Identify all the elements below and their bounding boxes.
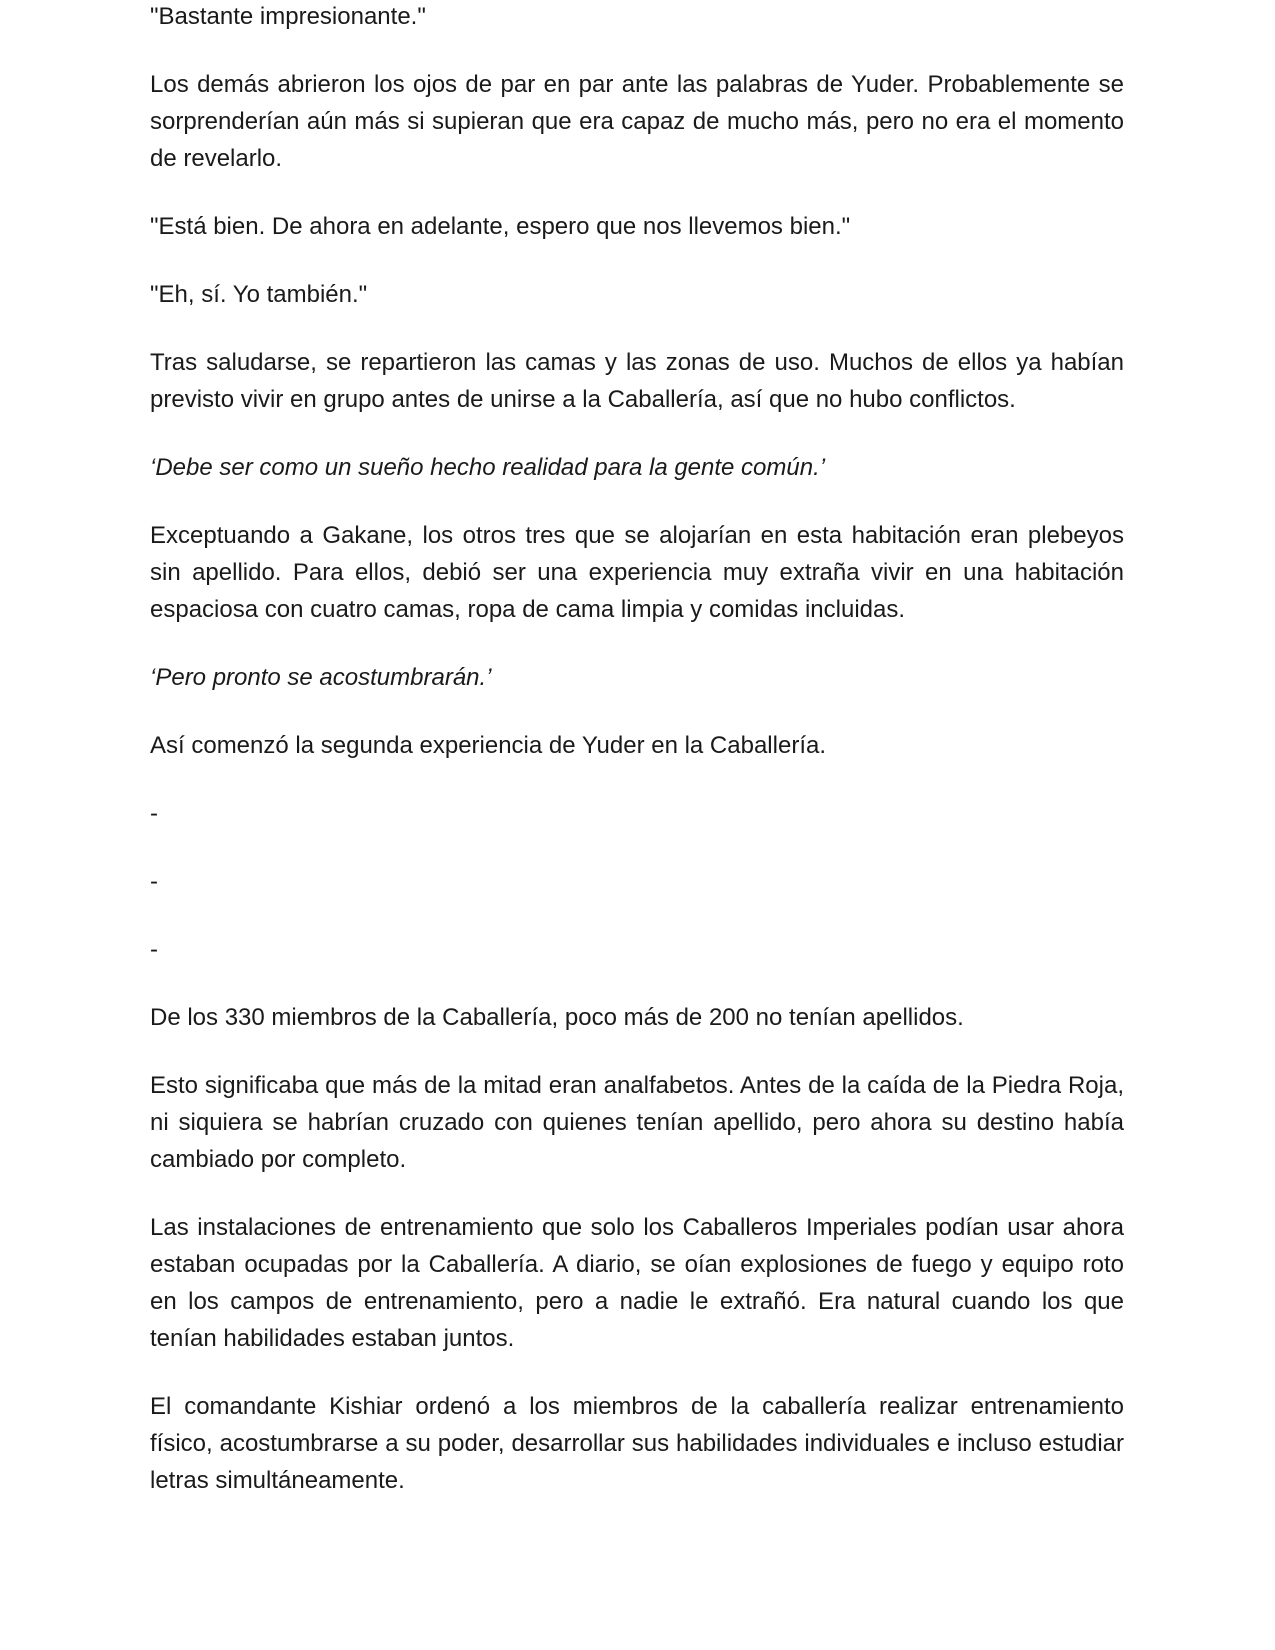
paragraph-narration-miembros: De los 330 miembros de la Caballería, poco más de 200 no tenían apellidos. bbox=[150, 1004, 964, 1031]
paragraph-thought-acostumbraran: ‘Pero pronto se acostumbrarán.’ bbox=[150, 664, 492, 691]
paragraph-narration-instalaciones: Las instalaciones de entrenamiento que solo los Caballeros Imperiales podían usar ahora estaban ocupadas por la Caballería. A diario, se oían explosiones de fuego y equipo roto en los campos de entrenamiento, pero a nadie le extrañó. Era natural cuando los que tenían habilidades estaban juntos. bbox=[150, 1214, 1124, 1352]
paragraph-narration-segunda-experiencia: Así comenzó la segunda experiencia de Yuder en la Caballería. bbox=[150, 732, 826, 759]
paragraph-narration-camas: Tras saludarse, se repartieron las camas y las zonas de uso. Muchos de ellos ya habían previsto vivir en grupo antes de unirse a la Caballería, así que no hubo conflictos. bbox=[150, 349, 1124, 413]
section-separator: - bbox=[150, 868, 158, 895]
section-separator: - bbox=[150, 936, 158, 963]
paragraph-dialogue-impresionante: "Bastante impresionante." bbox=[150, 3, 426, 30]
paragraph-narration-analfabetos: Esto significaba que más de la mitad eran analfabetos. Antes de la caída de la Piedra Roja, ni siquiera se habrían cruzado con quienes tenían apellido, pero ahora su destino había cambiado por completo. bbox=[150, 1072, 1124, 1173]
document-page bbox=[150, 0, 1124, 1530]
paragraph-narration-gakane: Exceptuando a Gakane, los otros tres que se alojarían en esta habitación eran plebeyos sin apellido. Para ellos, debió ser una experiencia muy extraña vivir en una habitación espaciosa con cuatro camas, ropa de cama limpia y comidas incluidas. bbox=[150, 522, 1124, 623]
paragraph-narration-kishiar: El comandante Kishiar ordenó a los miembros de la caballería realizar entrenamiento físico, acostumbrarse a su poder, desarrollar sus habilidades individuales e incluso estudiar letras simultáneamente. bbox=[150, 1393, 1124, 1494]
paragraph-dialogue-esta-bien: "Está bien. De ahora en adelante, espero que nos llevemos bien." bbox=[150, 213, 851, 240]
paragraph-thought-sueno: ‘Debe ser como un sueño hecho realidad para la gente común.’ bbox=[150, 454, 826, 481]
paragraph-dialogue-yo-tambien: "Eh, sí. Yo también." bbox=[150, 281, 368, 308]
section-separator: - bbox=[150, 800, 158, 827]
paragraph-narration-yuder-words: Los demás abrieron los ojos de par en par ante las palabras de Yuder. Probablemente se sorprenderían aún más si supieran que era capaz de mucho más, pero no era el momento de revelarlo. bbox=[150, 71, 1124, 172]
